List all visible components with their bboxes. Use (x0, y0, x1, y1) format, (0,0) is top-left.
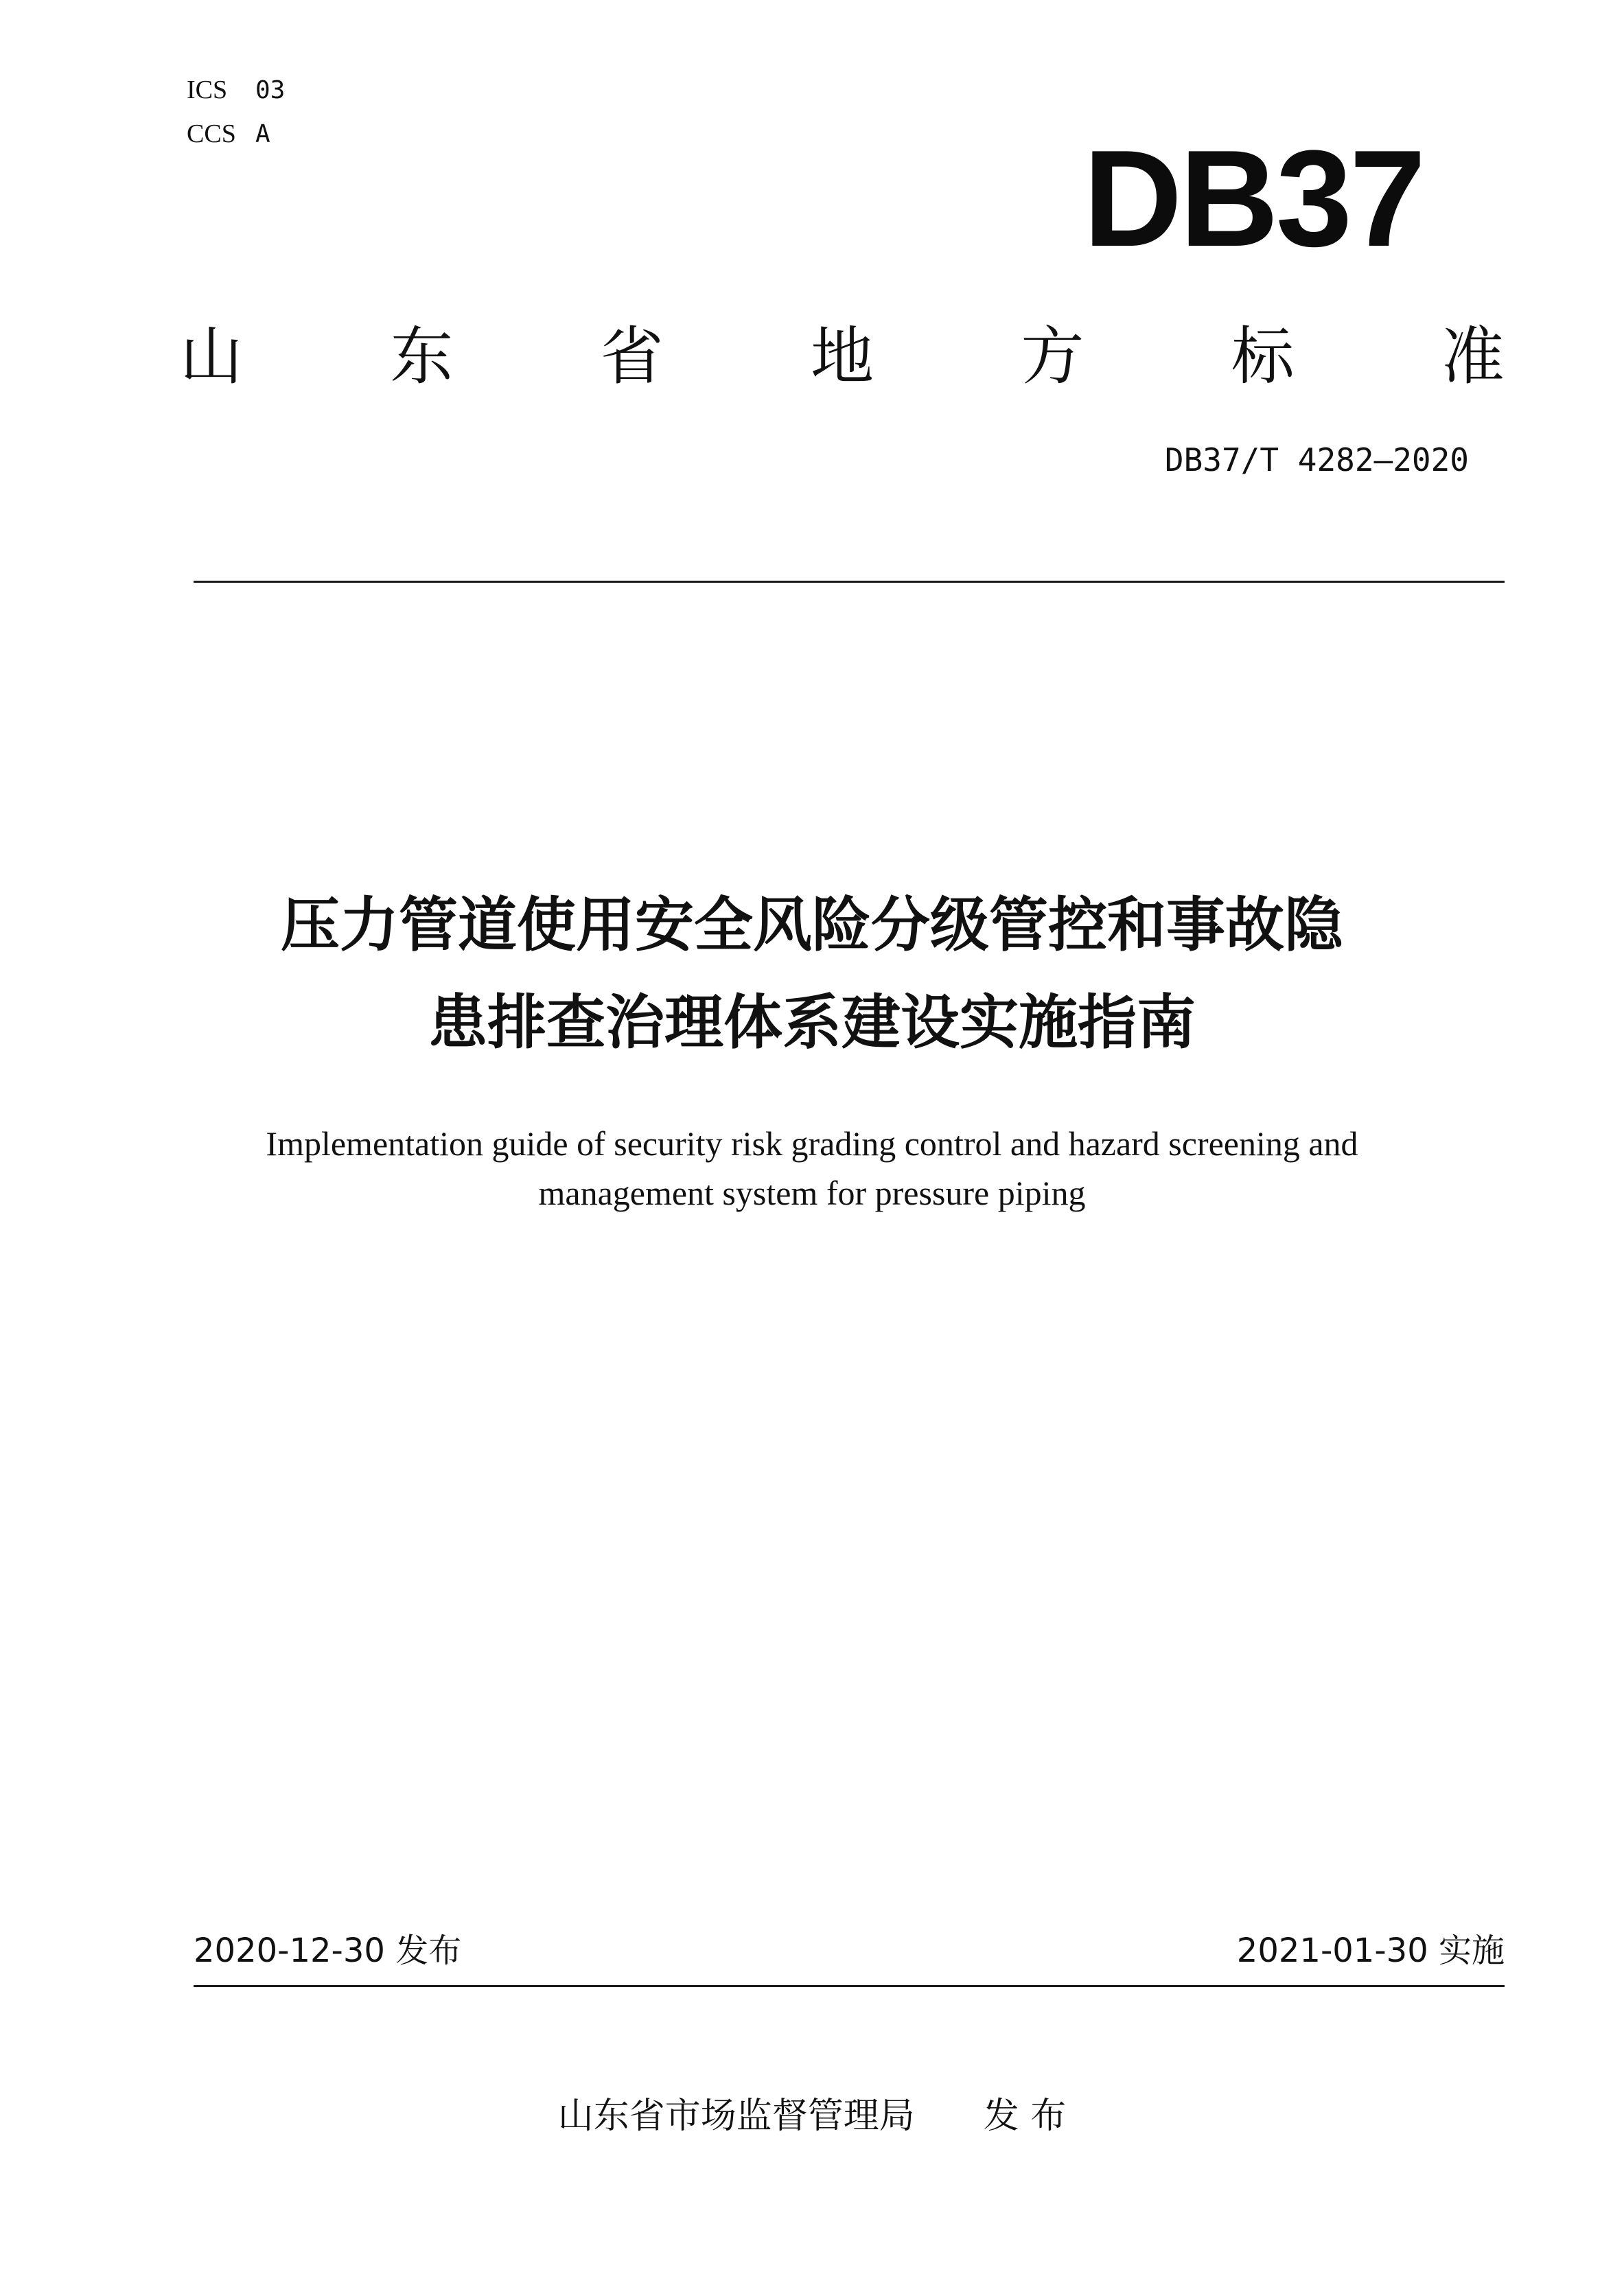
standard-type-char: 方 (1021, 320, 1084, 393)
ccs-code (187, 118, 270, 150)
standard-number: DB37/T 4282—2020 (1164, 441, 1469, 478)
standard-type-char: 省 (600, 320, 664, 393)
implement-date: 2021-01-30 实施 (1236, 1932, 1505, 1970)
ics-label: ICS (187, 76, 228, 104)
issuer-action: 发 布 (983, 2096, 1067, 2137)
title-cn-line-1: 压力管道使用安全风险分级管控和事故隐 (281, 891, 1343, 960)
ccs-label: CCS (187, 119, 236, 148)
publish-date: 2020-12-30 发布 (194, 1932, 462, 1970)
title-cn-line-2: 患排查治理体系建设实施指南 (428, 988, 1196, 1057)
ics-code (187, 74, 285, 106)
db37-logo: DB37 (1083, 122, 1424, 275)
ics-value: 03 (255, 76, 286, 104)
standard-type-char: 山 (180, 320, 244, 393)
title-en-line-1: Implementation guide of security risk grading control and hazard screening and (266, 1124, 1358, 1163)
standard-type-char: 地 (810, 320, 874, 393)
standard-type-char: 准 (1441, 320, 1505, 393)
ccs-value: A (255, 120, 270, 148)
standard-type-heading (180, 316, 1505, 398)
title-en-line-2: management system for pressure piping (538, 1174, 1086, 1212)
issuer-line (0, 2092, 1624, 2140)
standard-type-char: 标 (1231, 320, 1295, 393)
bottom-divider (194, 1985, 1505, 1987)
issuer-name: 山东省市场监督管理局 (557, 2096, 915, 2137)
standard-type-char: 东 (390, 320, 454, 393)
top-divider (194, 581, 1505, 583)
